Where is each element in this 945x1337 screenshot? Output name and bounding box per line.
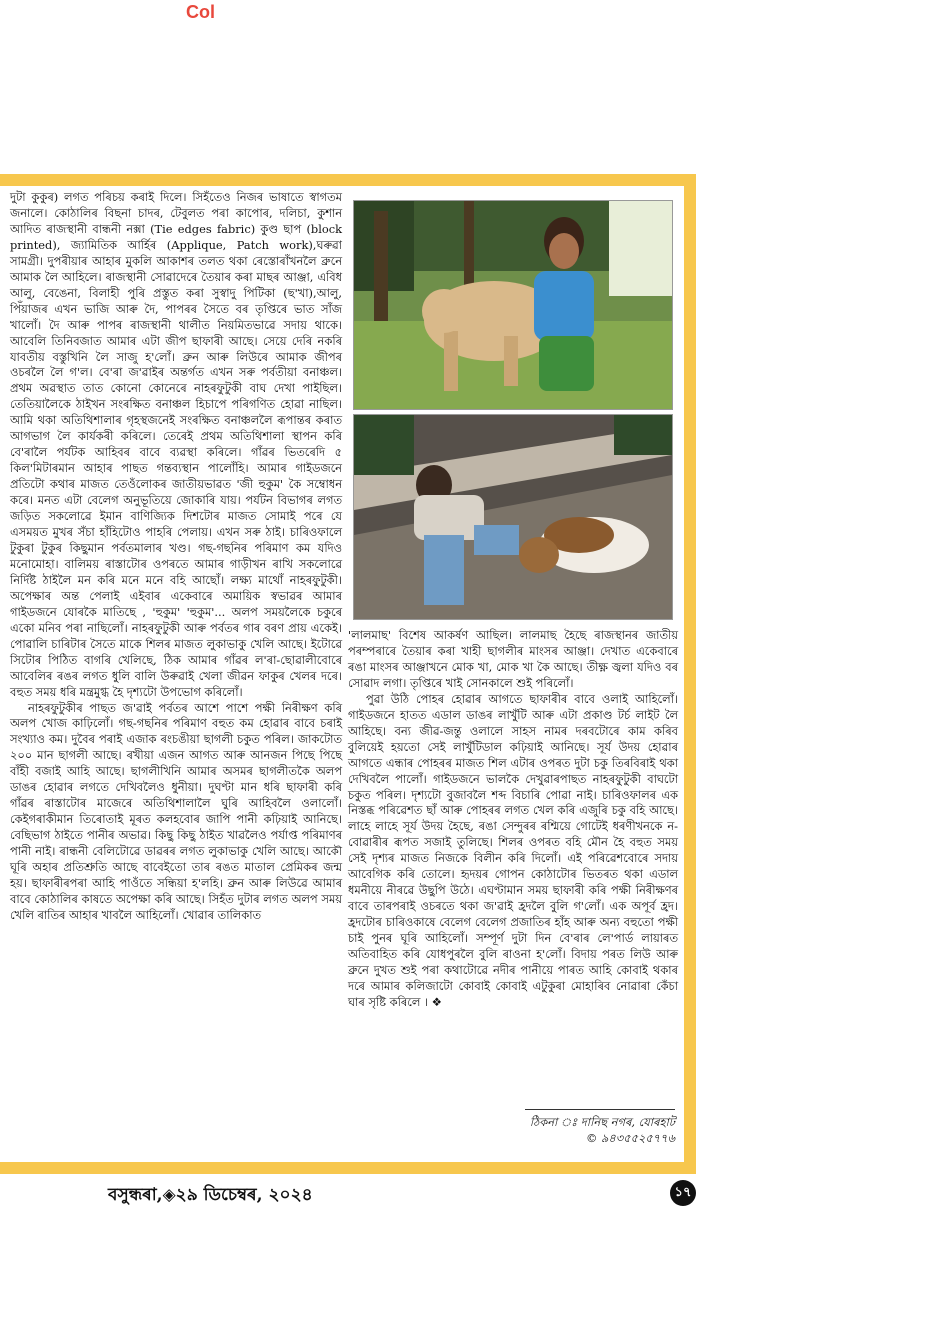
page-footer-masthead: বসুন্ধৰা,◈২৯ ডিচেম্বৰ, ২০২৪ [108,1185,313,1205]
photo-woman-with-dog [353,200,673,410]
page-frame-right [684,174,696,1174]
author-phone: © ৯৪৩৫৫২৫৭৭৬ [586,1131,675,1145]
article-paragraph: 'লালমাছ' বিশেষ আকৰ্ষণ আছিল। লালমাছ হৈছে ৰাজস্থানৰ জাতীয় পৰম্পৰাৰে তৈয়াৰ কৰা খাহী ছাগলীৰ মাংসৰ আঞ্জা। দেখাত একেবাৰে ৰঙা মাংসৰ আঞ্জাখনে মোক খা, মোক খা কৈ আছে। তীক্ষ্ণ জ্বলা যদিও বৰ সোৱাদ লগা। তৃপ্তিৰে খাই সোনকালে শুই পৰিলোঁ। [348,628,678,690]
article-column-left [10,190,342,924]
author-address: ঠিকনা ঃ দানিছ নগৰ, যোৰহাট [529,1115,675,1129]
article-column-right [348,628,678,1011]
page-number: ১৭ [670,1180,696,1206]
article-paragraph: পুৱা উঠি পোহৰ হোৱাৰ আগতে ছাফাৰীৰ বাবে ওলাই আহিলোঁ। গাইডজনে হাতত এডাল ডাঙৰ লাখুঁটি আৰু এটা প্ৰকাণ্ড টৰ্চ লাইট লৈ আহিছে। বন্য জীৱ-জন্তু ওলালে সাহস নামৰ দৰবটোৰে কাম কৰিব বুলিয়েই হয়তো সেই লাখুঁটিডাল কঢ়িয়াই আনিছে। সূৰ্য উদয় হোৱাৰ আগতে এন্ধাৰ পোহৰৰ মাজত শিল এটাৰ ওপৰত দুটা চকু তিৰবিৰাই থকা দেখিবলৈ পালোঁ। গাইডজনে ভালকৈ দেখুৱাৰপাছত নাহৰফুটুকী বাঘটো চকুত পৰিল। দৃশ্যটো বুজাবলৈ শব্দ বিচাৰি পোৱা নাই। চাৰিওফালৰ এক নিস্তব্ধ পৰিৱেশত ছাঁ আৰু পোহৰৰ লগত খেল কৰি এজুৰি চকু বহি আছে। লাহে লাহে সূৰ্য উদয় হৈছে, ৰঙা সেন্দুৰৰ ৰশ্মিয়ে গোটেই ধৰণীখনকে ন-বোৱাৰীৰ ৰূপত সজাই তুলিছে। শিলৰ ওপৰত বহি মৌন হৈ বহুত সময় সেই দৃশ্যৰ মাজত নিজকে বিলীন কৰি দিলোঁ। এই পৰিৱেশবোৰে সদায় আবেগিক কৰি তোলে। হৃদয়ৰ গোপন কোঠাটোৰ ভিতৰত থকা এডাল ধমনীয়ে নীৰৱে উছুপি উঠে। এঘণ্টামান সময় ছাফাৰী কৰি পক্ষী নিৰীক্ষণৰ বাবে তাৰপৰাই ওচৰতে থকা জ'ৱাই হ্ৰদলৈ বুলি গ'লোঁ। এক অপূৰ্ব হ্ৰদ। হ্ৰদটোৰ চাৰিওকাষে বেলেগ বেলেগ প্ৰজাতিৰ হাঁহ আৰু অন্য বহুতো পক্ষী চাই পুনৰ ঘূৰি আহিলোঁ। সম্পূৰ্ণ দুটা দিন বে'ৰাৰ লে'পাৰ্ড লায়াৰত অতিবাহিত কৰি যোধপুৰলৈ বুলি ৰাওনা হ'লোঁ। বিদায় পৰত লিউ আৰু ব্ৰুনে দুখত শুই পৰা কথাটোৱে নদীৰ পানীয়ে পাৰত আহি কোবাই থকাৰ দৰে আমাৰ কলিজাটো কোবাই কোবাই এটুকুৰা মোহাৰিব নোৱাৰা কেঁচা ঘাৰ সৃষ্টি কৰিলে । ❖ [348,691,678,1009]
page-frame-bottom [0,1162,696,1174]
article-paragraph: দুটা কুকুৰ) লগত পৰিচয় কৰাই দিলে। সিহঁতেও নিজৰ ভাষাতে স্বাগতম জনালে। কোঠালিৰ বিছনা চাদৰ, টেবুলত পৰা কাপোৰ, দলিচা, কুশান আদিত ৰাজস্থানী বান্ধনী নক্সা (Tie edges fabric) কুণ্ড ছাপ (block printed), জ্যামিতিক আৰ্হিৰ (Applique, Patch work),ঘৰুৱা সামগ্ৰী। দুপৰীয়াৰ আহাৰ মুকলি আকাশৰ তলত থকা ৰেস্তোৰাঁখনলৈ ব্ৰুনে আমাক লৈ আহিলে। ৰাজস্থানী সোৱাদেৰে তৈয়াৰ কৰা মাছৰ আঞ্জা, এবিধ আলু, বেঙেনা, বিলাহী পুৰি প্ৰস্তুত কৰা সুস্বাদু পিটিকা (ছ'খা),আলু, পিঁয়াজৰ এখন ভাজি আৰু দৈ, পাপৰৰ সৈতে বৰ তৃপ্তিৰে ভাত সাঁজ খালোঁ। দৈ আৰু পাপৰ ৰাজস্থানী থালীত নিয়মিতভাৱে সদায় থাকে। আবেলি তিনিবজাত আমাৰ এটা জীপ ছাফাৰী আছে। সেয়ে দেৰি নকৰি যাবতীয় বস্তুখিনি লৈ সাজু হ'লোঁ। ব্ৰুন আৰু লিউৰে আমাক জীপৰ ওচৰলৈ লৈ গ'ল। বে'ৰা জ'ৱাইৰ অন্তৰ্গত এখন সৰু পৰ্বতীয়া বনাঞ্চল। প্ৰথম অৱস্থাত তাত কোনো কোনেৰে নাহৰফুটুকী বাঘ দেখা পাইছিল। তেতিয়ালৈকে ঠাইখন সংৰক্ষিত বনাঞ্চল হিচাপে পৰিগণিত হোৱা নাছিল। আমি থকা অতিথিশালাৰ গৃহস্থজনেই সংৰক্ষিত বনাঞ্চললৈ ৰূপান্তৰ কৰাত আগভাগ লৈ কাৰ্যকৰী কৰিলে। তেৰেই প্ৰথম অতিথিশালা স্থাপন কৰি বে'ৰালৈ পৰ্যটক আহিবৰ বাবে ব্যৱস্থা কৰিলে। গাঁৱৰ ভিতৰেদি ৫ কিল'মিটাৰমান আহাৰ পাছত গন্তব্যস্থান পালোঁহি। আমাৰ গাইডজনে প্ৰতিটো কথাৰ মাজত তেওঁলোকৰ জাতীয়ভাৱত 'জী হুকুম' কৈ সম্বোধন কৰে। মনত এটা বেলেগ অনুভূতিয়ে জোকাৰি যায়। পৰ্যটন বিভাগৰ লগত জড়িত সকলোৱে ইমান বাণিজ্যিক দিশটোৰ মাজত সোমাই পৰে যে এসময়ত মুখৰ সঁচা হাঁহিটোও পাহৰি পেলায়। এখন সৰু ঠাই। চাৰিওফালে টুকুৰা টুকুৰ কিছুমান পৰ্বতমালাৰ খণ্ড। গছ-গছনিৰ পৰিমাণ কম যদিও মনোমোহা। বালিময় ৰাস্তাটোৰ ওপৰতে আমাৰ গাড়ীখন ৰাখি সকলোৱে নিৰ্দিষ্ট ঠাইলৈ মন কৰি মনে মনে বহি আছোঁ। লক্ষ্য মাথোঁ নাহৰফুটুকী। অপেক্ষাৰ অন্ত পেলাই এইবাৰ একেবাৰে অমায়িক স্বভাৱৰ আমাৰ গাইডজনে যোৰকৈ মাতিছে , 'হুকুম' 'হুকুম'... অলপ সময়লৈকে চকুৰে একো মনিব পৰা নাছিলোঁ। নাহৰফুটুকী আৰু পৰ্বতৰ গাৰ বৰণ প্ৰায় একেই। পোৱালি চাৰিটাৰ সৈতে মাকে শিলৰ মাজত লুকাভাকু খেলি আছে। ইটোৱে সিটোৰ পিঠিত বাগৰি খেলিছে, ঠিক আমাৰ গাঁৱৰ ল'ৰা-ছোৱালীবোৰে আবেলিৰ ৰঙৰ লগত ধুলি বালি উৰুৱাই খেলা জীৱন ফাকুৰ খেলৰ দৰে। বহুত সময় ধৰি মন্ত্ৰমুগ্ধ হৈ দৃশ্যটো উপভোগ কৰিলোঁ। [10,190,342,699]
article-paragraph: নাহৰফুটুকীৰ পাছত জ'ৱাই পৰ্বতৰ আশে পাশে পক্ষী নিৰীক্ষণ কৰি অলপ খোজ কাঢ়িলোঁ। গছ-গছনিৰ পৰিমাণ বহুত কম হোৱাৰ বাবে চৰাই সংখ্যাও কম। দুবৈৰ পৰাই এজাক ৰংচঙীয়া ছাগলী চকুত পৰিল। জাকটোত ২০০ মান ছাগলী আছে। ৰখীয়া এজন আগত আৰু আনজন পিছে পিছে বাঁহী বজাই আহি আছে। ছাগলীখিনি আমাৰ অসমৰ ছাগলীতকৈ অলপ ডাঙৰ হোৱাৰ লগতে দেখিবলৈও ধুনীয়া। দুঘণ্টা মান ধৰি ছাফাৰী কৰি গাঁৱৰ ৰাস্তাটোৰ মাজেৰে অতিথিশালালৈ ঘুৰি আহিবলৈ ওলালোঁ। কেইগৰাকীমান তিৰোতাই মূৰত কলহবোৰ জাপি পানী কঢ়িয়াই আনিছে। বেছিভাগ ঠাইতে পানীৰ অভাৱ। কিছু কিছু ঠাইত খাৱলৈও পৰ্যাপ্ত পৰিমাণৰ পানী নাই। ৰান্ধনী বেলিটোৱে ডাৱৰৰ লগত লুকাভাকু খেলি আছে। আকৌ ঘূৰি অহাৰ প্ৰতিশ্ৰুতি আছে বাবেইতো তাৰ ৰঙত মাতাল প্ৰেমিকৰ জন্ম হয়। ছাফাৰীৰপৰা আহি পাওঁতে সন্ধিয়া হ'লহি। ব্ৰুন আৰু লিউৱে আমাৰ বাবে কোঠালিৰ কাষতে অপেক্ষা কৰি আছে। সিহঁত দুটাৰ লগত অলপ সময় খেলি ৰাতিৰ আহাৰ খাবলৈ আহিলোঁ। খোৱাৰ তালিকাত [10,700,342,922]
byline-divider [525,1109,675,1110]
author-byline [515,1114,675,1146]
page-frame-top [0,174,696,186]
photo-man-with-dog [353,414,673,620]
corner-mark: Col [186,2,215,22]
